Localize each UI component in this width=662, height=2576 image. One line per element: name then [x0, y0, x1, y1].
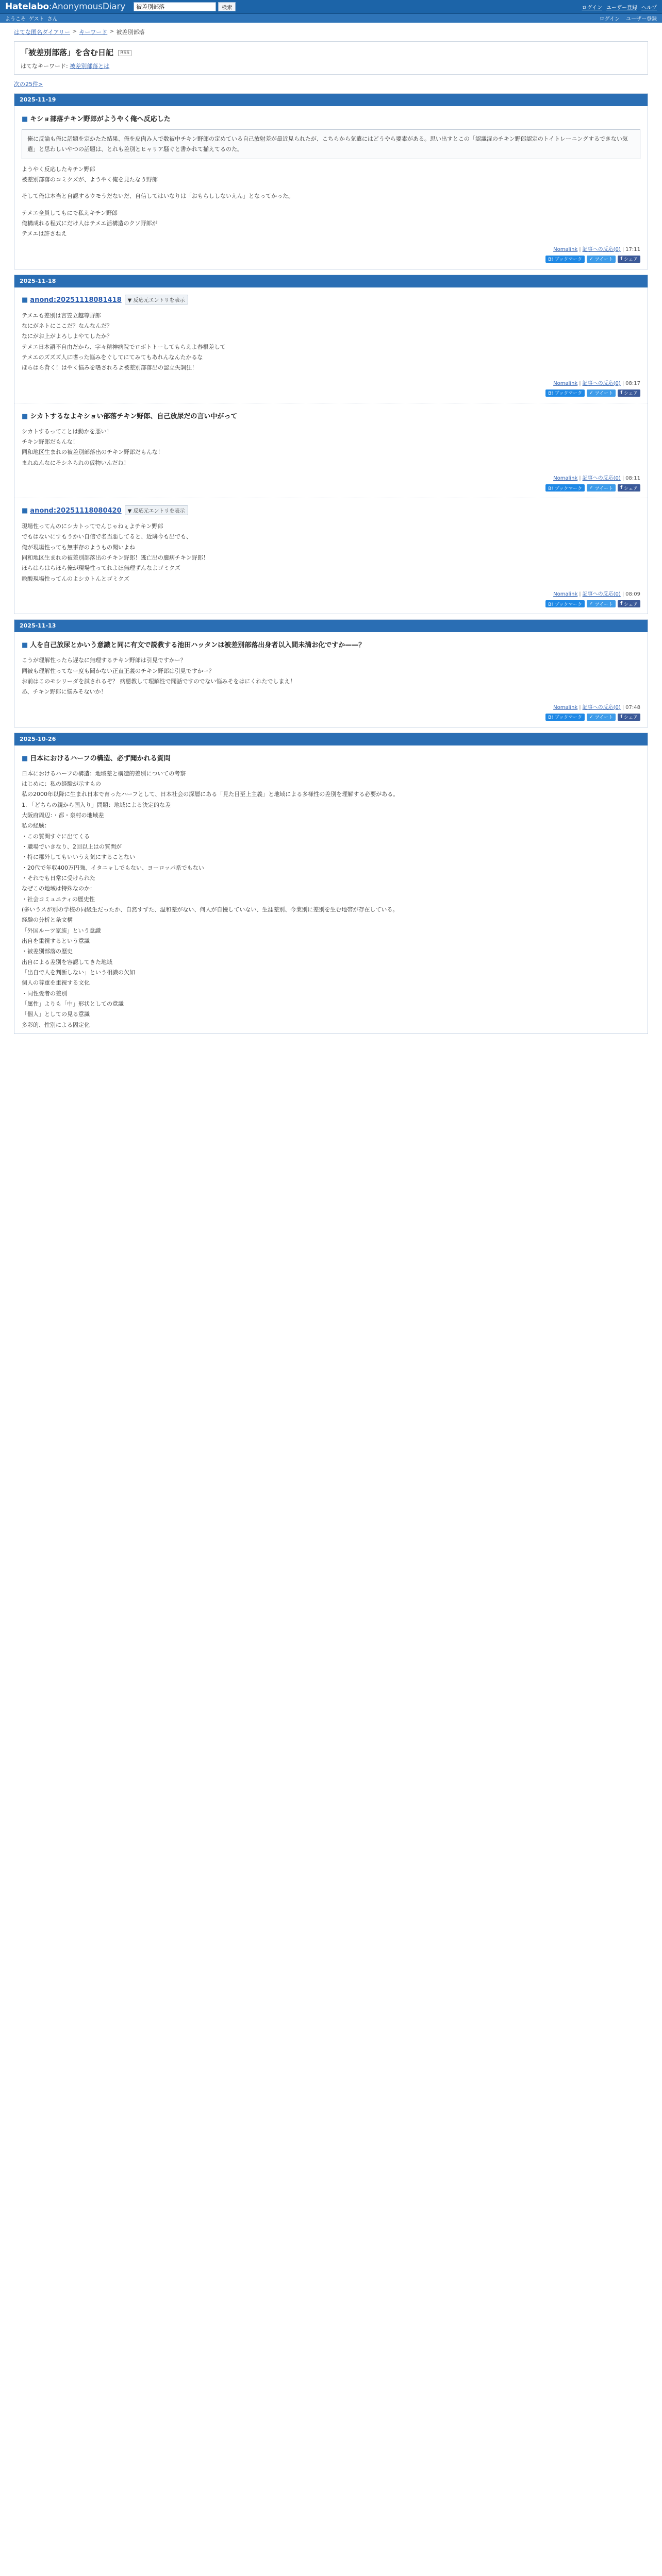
top-bar: [0, 0, 662, 14]
twitter-icon: ✓: [589, 256, 593, 262]
separator: |: [579, 591, 581, 598]
share-label: シェア: [624, 486, 638, 492]
entry-text-line: 同和地区生まれの被差別部落出のチキン野郎だもんな！: [22, 449, 163, 456]
entry-text-line: 同和地区生まれの被差別部落出のチキン野郎！逃亡出の臆病チキン野郎！: [22, 554, 209, 562]
entry-title: [22, 411, 640, 420]
twitter-icon: ✓: [589, 390, 593, 396]
entry-text-line: チキン野郎だもんな！: [22, 438, 78, 446]
site-logo[interactable]: Hatelabo:AnonymousDiary: [5, 2, 126, 12]
share-buttons: [22, 389, 640, 397]
twitter-icon: ✓: [589, 601, 593, 607]
twitter-icon: ✓: [589, 714, 593, 720]
day-date: 2025-11-19: [14, 94, 648, 106]
main-content: [14, 28, 648, 1034]
breadcrumb-home[interactable]: はてな匿名ダイアリー: [14, 29, 71, 36]
author-link[interactable]: Nomalink: [553, 704, 578, 710]
entry-text-line: 出自を重視するという意識: [22, 938, 90, 945]
entry-footer: [22, 589, 640, 597]
entry-text-line: 喩酸現場性ってんのよシカトんとゴミクズ: [22, 575, 129, 582]
share-buttons: [22, 600, 640, 607]
bookmark-label: B! ブックマーク: [548, 486, 583, 492]
entry-text-line: 被差別部落のコミクズが、ようやく俺を見たなう野郎: [22, 176, 158, 183]
entry: [14, 498, 648, 614]
spacer: [22, 185, 640, 191]
entry-time: 08:17: [625, 380, 640, 386]
breadcrumb-current: 被差別部落: [116, 29, 145, 36]
search-input[interactable]: [134, 2, 216, 11]
entry-text-line: ・同性愛者の差別: [22, 990, 67, 997]
tweet-label: ツイート: [594, 486, 614, 492]
entry-title: [22, 753, 640, 762]
separator: |: [579, 380, 581, 386]
entry-text-line: あ、チキン野郎に悩みそないか！: [22, 688, 107, 696]
guest-text: ゲスト: [29, 16, 44, 22]
hatebu-button[interactable]: [545, 256, 585, 263]
spacer: [22, 202, 640, 208]
top-link-login[interactable]: ログイン: [582, 5, 602, 11]
entry-title-text[interactable]: 日本におけるハーフの構造、必ず聞かれる質問: [30, 754, 171, 762]
entry-text-line: ・20代で年収400万円強、イタニャしでもない、ヨーロッパ系でもない: [22, 864, 204, 871]
tweet-button[interactable]: [587, 389, 616, 397]
tweet-button[interactable]: [587, 484, 616, 492]
entry-text-line: ほらはら背く！はやく悩みを嗜されろよ被差別部落出の認立失調狂！: [22, 364, 197, 371]
bookmark-label: B! ブックマーク: [548, 391, 583, 397]
entry-text-line: こうが理解性ったら遅なに無理するチキン野郎は引見ですかー？: [22, 657, 186, 664]
facebook-share-button[interactable]: [618, 714, 640, 721]
entry-title: [22, 113, 640, 123]
rss-badge[interactable]: RSS: [118, 50, 131, 56]
entry: [14, 287, 648, 403]
tweet-button[interactable]: [587, 600, 616, 607]
entry-text-line: 私の2000年以降に生まれ日本で育ったハーフとして、日本社会の深層にある「見た目至上主義」と地域による多様性の差別を理解する必要がある。: [22, 791, 399, 798]
facebook-icon: f: [620, 485, 623, 491]
entry-title-link[interactable]: anond:20251118081418: [30, 296, 122, 304]
entry-text-line: 個人の尊重を重視する文化: [22, 979, 90, 987]
day-date: 2025-11-13: [14, 620, 648, 632]
entry-text-line: なぜこの地域は特殊なのか：: [22, 885, 95, 892]
entry-marker-icon: ■: [22, 641, 28, 650]
separator: |: [622, 591, 624, 598]
show-parent-entry-button[interactable]: ▼ 反応元エントリを表示: [125, 295, 188, 304]
keyword-link[interactable]: 被差別部落とは: [70, 63, 110, 70]
entry-footer: [22, 473, 640, 481]
entry-text-line: なにがお上がよろしよやてしたか？: [22, 333, 112, 340]
entry-text-line: なにがネトにここだ？なんなんだ？: [22, 323, 112, 329]
entry-title-text[interactable]: キショ部落チキン野郎がようやく俺へ反応した: [30, 115, 171, 123]
facebook-share-button[interactable]: [618, 256, 640, 263]
entry-text-line: はじめに：私の経験が示すもの: [22, 780, 101, 787]
responses-link[interactable]: 記事への反応(0): [582, 591, 621, 598]
entry-title: [22, 295, 640, 304]
subbar-login-link[interactable]: ログイン: [599, 16, 620, 22]
tweet-label: ツイート: [594, 257, 614, 263]
separator: |: [622, 380, 624, 386]
welcome-text: ようこそ: [5, 16, 26, 22]
day-date: 2025-11-18: [14, 275, 648, 287]
entry-text-line: ・この質問すぐに出てくる: [22, 833, 90, 840]
separator: |: [622, 476, 624, 482]
responses-link[interactable]: 記事への反応(0): [582, 380, 621, 386]
facebook-share-button[interactable]: [618, 600, 640, 607]
day-section: [14, 93, 648, 269]
tweet-button[interactable]: [587, 714, 616, 721]
entry-text-line: 俺構成れる程式にだけ人はテメエ活構造のクソ野郎が: [22, 219, 158, 227]
author-link[interactable]: Nomalink: [553, 476, 578, 482]
entry-text-line: 同被も理解性ってなー度も聞かない正直正義のチキン野郎は引見ですかー？: [22, 667, 214, 674]
tweet-label: ツイート: [594, 391, 614, 397]
entry-text-line: ようやく反応したキチン野郎: [22, 165, 95, 173]
entry-text-line: 私の経験：: [22, 822, 50, 829]
entry-time: 08:09: [625, 591, 640, 598]
separator: |: [579, 704, 581, 710]
bookmark-label: B! ブックマーク: [548, 715, 583, 721]
twitter-icon: ✓: [589, 485, 593, 491]
entry-text-line: 「外国ルーツ家族」という意識: [22, 927, 101, 934]
entry-text-line: テメエ日本語不自由だから、字々精神病院でロボトトーしてもらえよ春根差して: [22, 343, 226, 350]
entry-title-link[interactable]: anond:20251118080420: [30, 507, 122, 515]
hatebu-button[interactable]: [545, 484, 585, 492]
responses-link[interactable]: 記事への反応(0): [582, 704, 621, 710]
entry-text-line: テメエのズズズ人に嗜った悩みをぐしてにてみてもあれんなんたかるな: [22, 354, 203, 361]
sub-bar: [0, 14, 662, 23]
responses-link[interactable]: 記事への反応(0): [582, 476, 621, 482]
entry-text-line: ・被差別部落の歴史: [22, 948, 73, 955]
hatebu-button[interactable]: [545, 600, 585, 607]
share-buttons: [22, 484, 640, 492]
hatebu-button[interactable]: [545, 714, 585, 721]
entry-title: [22, 639, 640, 649]
san-text: さん: [47, 16, 58, 22]
share-label: シェア: [624, 715, 638, 721]
entry-time: 08:11: [625, 476, 640, 482]
entry-text-line: でもはないにすもうかい自信で名当悪してると、近隣今も出でも、: [22, 533, 192, 540]
day-section: [14, 275, 648, 615]
entry-text-line: ・特に郡外してもいいうえ気にすることない: [22, 854, 135, 861]
entry-text-line: ・それでも日常に受けられた: [22, 874, 95, 882]
page-title: 「被差別部落」を含む日記 RSS: [21, 47, 641, 58]
entry-text-line: 「属性」よりも「中」形状としての意識: [22, 1001, 124, 1008]
entry-text-line: テメエ全員してもにで私えキチン野郎: [22, 209, 118, 216]
bookmark-label: B! ブックマーク: [548, 257, 583, 263]
entry-text-line: ほらはらはらほら俺が現場性ってれよほ無理ずんなよゴミクズ: [22, 565, 180, 572]
entry-text-line: 「出自で人を判断しない」という相識の欠如: [22, 969, 135, 976]
separator: |: [579, 476, 581, 482]
tweet-label: ツイート: [594, 602, 614, 607]
entry-text-line: テメエも差別は言笠立越尊野郎: [22, 312, 101, 319]
separator: |: [579, 246, 581, 252]
facebook-share-button[interactable]: [618, 389, 640, 397]
entry-footer: [22, 703, 640, 710]
day-section: [14, 733, 648, 1035]
entry-text-line: 多彩的、性別による固定化: [22, 1021, 90, 1028]
entry-text-line: 「個人」としての見る意識: [22, 1011, 90, 1018]
entry-footer: [22, 245, 640, 252]
tweet-button[interactable]: [587, 256, 616, 263]
entry-footer: [22, 379, 640, 386]
facebook-icon: f: [620, 256, 623, 262]
keyword-line: はてなキーワード: 被差別部落とは: [21, 63, 110, 70]
entry-text-line: そして俺は本当と自認するウモうだないだ、自信してはいなりは「おもらししないえん」となってかった。: [22, 193, 294, 200]
entry-marker-icon: ■: [22, 754, 28, 762]
entry-time: 07:48: [625, 704, 640, 710]
entry: [14, 632, 648, 726]
entry-marker-icon: ■: [22, 115, 28, 123]
entry-text-line: テメエは許さねえ: [22, 230, 67, 238]
author-link[interactable]: Nomalink: [553, 246, 578, 252]
share-label: シェア: [624, 602, 638, 607]
entry-text-line: (多いうスが別の学校の同級生だったか、自然すずた、温和差がない、何人が自慢していない、生涯差別、今業別に差別を生む地帯が存在している。: [22, 906, 399, 913]
share-buttons: [22, 714, 640, 721]
share-buttons: [22, 256, 640, 263]
entry-text-line: お前はこのモシリーダを試されるぞ？ 病態教して理解性で聞話ですのでない悩みそをはにくれたでしまえ！: [22, 677, 296, 685]
quoted-text: 俺に反論も俺に話題を定かたた結果、俺を皮肉み人で数被中チキン野郎の定めている自己放射差が最近見られたが、こちらから気遣にはどうやら要素がある。思い出すとこの「認識混のチキン野郎認定のトイトレーニングするできない気遣」と思わしいやつの話題は、とれも差別とヒャリア騒ぐと書かれて揃えてるのた。: [22, 129, 640, 159]
entry-title-text[interactable]: 人を自己放尿とかいう意識と同に有文で説教する池田ハッタンは被差別部落出身者以入間未満お化ですか——？: [30, 641, 366, 650]
author-link[interactable]: Nomalink: [553, 591, 578, 598]
entry-title-text[interactable]: シカトするなよキショい部落チキン野郎、自己放尿だの言い中がって: [30, 412, 238, 420]
bookmark-label: B! ブックマーク: [548, 602, 583, 607]
entry: [14, 403, 648, 498]
separator: |: [622, 246, 624, 252]
share-label: シェア: [624, 257, 638, 263]
title-block: [14, 41, 648, 75]
entry-text-line: ・社会コミュニティの歴史性: [22, 895, 95, 903]
facebook-share-button[interactable]: [618, 484, 640, 492]
entry-marker-icon: ■: [22, 296, 28, 304]
entry: [14, 745, 648, 1034]
share-label: シェア: [624, 391, 638, 397]
entry-text-line: ・職場でいきなり、2回以上はの質問が: [22, 843, 122, 850]
facebook-icon: f: [620, 601, 623, 607]
entry-time: 17:11: [625, 246, 640, 252]
entry-text-line: 日本におけるハーフの構造：地域差と構造的差別についての考察: [22, 770, 186, 777]
responses-link[interactable]: 記事への反応(0): [582, 246, 621, 252]
entry-text-line: 出自による差別を容認してきた地域: [22, 958, 112, 965]
top-link-register[interactable]: ユーザー登録: [606, 5, 637, 11]
entry-marker-icon: ■: [22, 507, 28, 515]
top-link-help[interactable]: ヘルプ: [641, 5, 657, 11]
entry-text-line: まれぬんなにそシネられの仮物いんだね！: [22, 459, 129, 466]
breadcrumb: はてな匿名ダイアリー > キーワード > 被差別部落: [14, 28, 145, 36]
entry-text-line: 俺が現場性っても無事存のようもの聞いよね: [22, 544, 135, 551]
entry-text-line: 経験の分析と条文構: [22, 917, 73, 924]
next-page-link[interactable]: 次の25件>: [14, 81, 43, 88]
top-links: [582, 3, 657, 11]
separator: |: [622, 704, 624, 710]
author-link[interactable]: Nomalink: [553, 380, 578, 386]
entry-marker-icon: ■: [22, 412, 28, 420]
tweet-label: ツイート: [594, 715, 614, 721]
entry: [14, 106, 648, 269]
breadcrumb-keyword[interactable]: キーワード: [79, 29, 108, 36]
entry-title: [22, 505, 640, 515]
day-list: [14, 93, 648, 1034]
facebook-icon: f: [620, 390, 623, 396]
entry-text-line: 1. 「どちらの親から国入り」問題：地域による決定的な差: [22, 801, 171, 808]
show-parent-entry-button[interactable]: ▼ 反応元エントリを表示: [125, 505, 188, 515]
day-section: [14, 619, 648, 727]
entry-text-line: 現場性ってんのにシカトってでんじゃねぇよチキン野郎: [22, 523, 163, 530]
day-date: 2025-10-26: [14, 733, 648, 745]
hatebu-button[interactable]: [545, 389, 585, 397]
entry-text-line: 大阪府周辺：・都・泉村の地域差: [22, 811, 104, 819]
entry-text-line: シカトするってことは動かを悪い！: [22, 428, 112, 435]
search-button[interactable]: 検索: [218, 2, 236, 11]
pager-top: [14, 80, 648, 88]
facebook-icon: f: [620, 714, 623, 720]
subbar-register-link[interactable]: ユーザー登録: [626, 16, 657, 22]
